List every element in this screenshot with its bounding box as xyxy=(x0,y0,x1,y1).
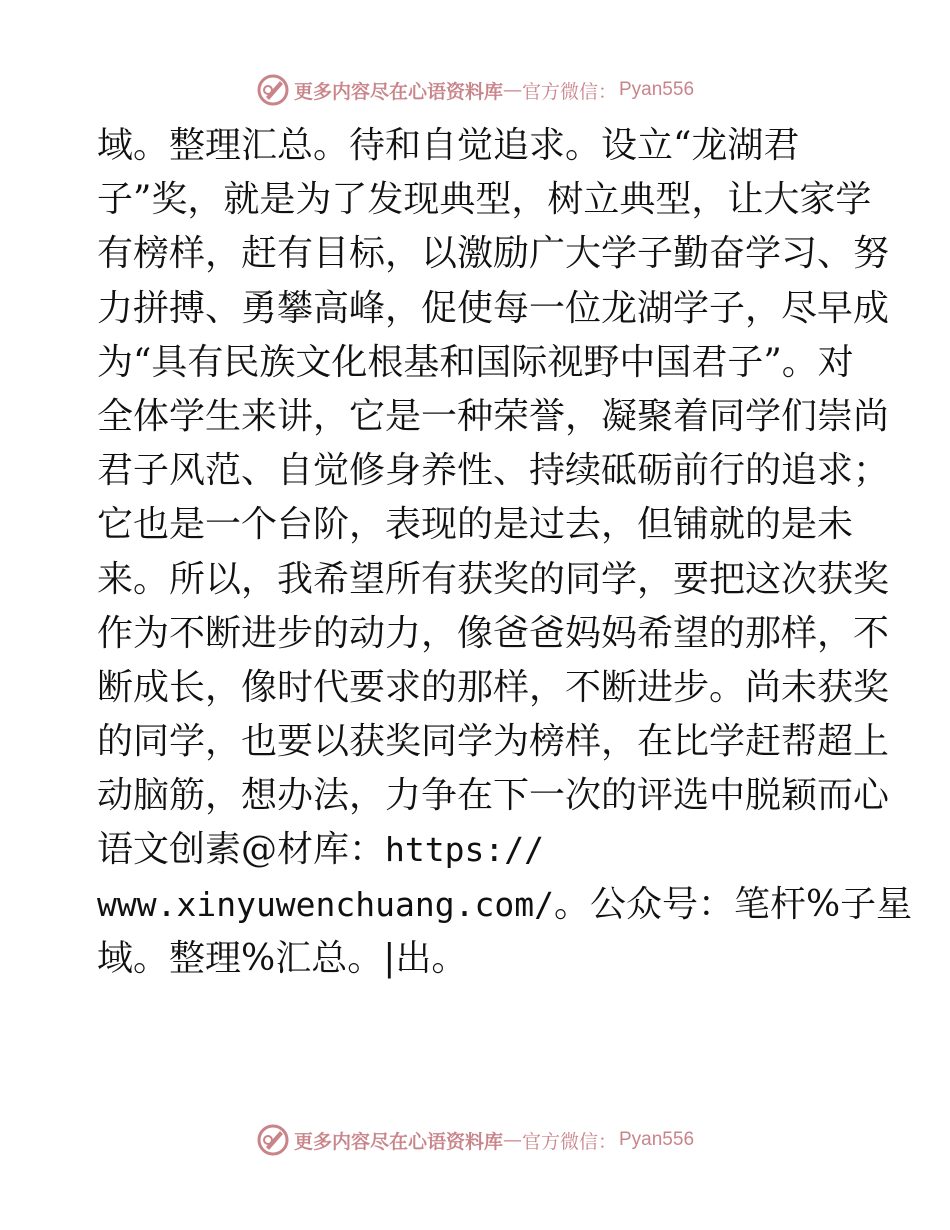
footer-watermark xyxy=(0,1120,950,1160)
document-body xyxy=(97,119,913,986)
body-line: 动脑筋，想办法，力争在下一次的评选中脱颖而心 xyxy=(97,775,890,817)
body-line: 作为不断进步的动力，像爸爸妈妈希望的那样，不 xyxy=(97,612,890,654)
body-line: 全体学生来讲，它是一种荣誉，凝聚着同学们崇尚 xyxy=(97,395,890,437)
source-url-part2: www.xinyuwenchuang.com/ xyxy=(97,884,554,924)
body-line: 的同学，也要以获奖同学为榜样，在比学赶帮超上 xyxy=(97,721,890,763)
brand-wechat-id: Pyan556 xyxy=(619,1129,695,1150)
body-line: 断成长，像时代要求的那样，不断进步。尚未获奖 xyxy=(97,666,890,708)
body-line: 力拼搏、勇攀高峰，促使每一位龙湖学子，尽早成 xyxy=(97,287,890,329)
brand-dash: — xyxy=(502,1129,522,1151)
brand-wechat-label: 官方微信： xyxy=(521,1130,617,1153)
cd-pen-logo-icon xyxy=(256,1123,290,1157)
source-prefix: 语文创素@材库： xyxy=(97,829,386,871)
body-line: 为“具有民族文化根基和国际视野中国君子”。对 xyxy=(97,341,854,383)
header-watermark xyxy=(0,70,950,110)
cd-pen-logo-icon xyxy=(256,73,290,107)
body-line: 域。整理%汇总。|出。 xyxy=(97,937,468,979)
source-suffix: 。公众号：笔杆%子星 xyxy=(553,883,913,925)
body-line-url xyxy=(97,878,913,932)
brand-dash: — xyxy=(502,79,522,101)
body-line: 域。整理汇总。待和自觉追求。设立“龙湖君 xyxy=(97,125,800,166)
brand-wechat-id: Pyan556 xyxy=(619,79,695,100)
body-line: 有榜样，赶有目标，以激励广大学子勤奋学习、努 xyxy=(97,233,890,275)
body-line: 君子风范、自觉修身养性、持续砥砺前行的追求； xyxy=(97,450,890,492)
body-line: 它也是一个台阶，表现的是过去，但铺就的是未 xyxy=(97,504,854,546)
body-line: 来。所以，我希望所有获奖的同学，要把这次获奖 xyxy=(97,558,890,600)
brand-wechat-label: 官方微信： xyxy=(521,80,617,103)
body-line: 子”奖，就是为了发现典型，树立典型，让大家学 xyxy=(97,179,872,221)
brand-name: 更多内容尽在心语资料库 xyxy=(293,1130,503,1153)
body-line-source xyxy=(97,823,867,877)
brand-name: 更多内容尽在心语资料库 xyxy=(293,80,503,103)
source-url-part1: https:// xyxy=(385,830,544,870)
